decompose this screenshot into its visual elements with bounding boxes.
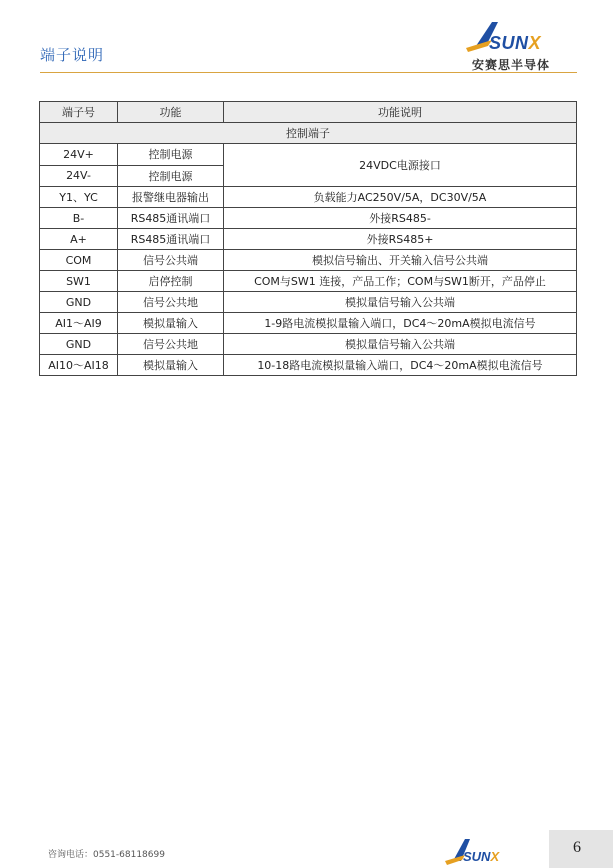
header-terminal: 端子号 (40, 102, 118, 123)
cell-description: 模拟量信号输入公共端 (224, 292, 577, 313)
table-row (40, 187, 577, 208)
logo-company-name: 安赛思半导体 (472, 58, 551, 72)
cell-terminal: SW1 (40, 271, 118, 292)
cell-terminal: AI10～AI18 (40, 355, 118, 376)
cell-function: 信号公共地 (118, 334, 224, 355)
cell-function: 信号公共端 (118, 250, 224, 271)
table-row (40, 355, 577, 376)
page-header-title: 端子说明 (40, 46, 105, 64)
cell-function: 启停控制 (118, 271, 224, 292)
logo-wordmark: SUNX (489, 33, 542, 53)
cell-description: 1-9路电流模拟量输入端口，DC4～20mA模拟电流信号 (224, 313, 577, 334)
cell-description: 外接RS485- (224, 208, 577, 229)
cell-terminal: 24V- (40, 165, 118, 187)
cell-function: 报警继电器输出 (118, 187, 224, 208)
footer-logo-wordmark: SUNX (463, 849, 500, 864)
table-row (40, 229, 577, 250)
cell-terminal: B- (40, 208, 118, 229)
page-number-box (549, 830, 613, 868)
cell-function: 信号公共地 (118, 292, 224, 313)
cell-description: 外接RS485+ (224, 229, 577, 250)
cell-function: RS485通讯端口 (118, 229, 224, 250)
cell-function: 控制电源 (118, 144, 224, 166)
cell-description: 24VDC电源接口 (224, 144, 577, 187)
page-number: 6 (573, 839, 581, 856)
cell-description: COM与SW1 连接，产品工作；COM与SW1断开，产品停止 (224, 271, 577, 292)
cell-function: RS485通讯端口 (118, 208, 224, 229)
cell-terminal: AI1～AI9 (40, 313, 118, 334)
table-row (40, 313, 577, 334)
terminal-spec-table (39, 101, 577, 376)
table-section-row (40, 123, 577, 144)
footer-contact-phone: 咨询电话：0551-68118699 (48, 850, 165, 860)
cell-description: 模拟量信号输入公共端 (224, 334, 577, 355)
cell-terminal: COM (40, 250, 118, 271)
cell-terminal: GND (40, 334, 118, 355)
table-row (40, 271, 577, 292)
table-header-row (40, 102, 577, 123)
cell-terminal: Y1、YC (40, 187, 118, 208)
table-row (40, 292, 577, 313)
section-title: 控制端子 (40, 123, 577, 144)
table-row (40, 144, 577, 166)
table-row (40, 334, 577, 355)
header-rule (40, 72, 577, 73)
cell-function: 控制电源 (118, 165, 224, 187)
header-function: 功能 (118, 102, 224, 123)
cell-terminal: GND (40, 292, 118, 313)
cell-description: 负载能力AC250V/5A，DC30V/5A (224, 187, 577, 208)
cell-terminal: 24V+ (40, 144, 118, 166)
table-row (40, 250, 577, 271)
cell-description: 模拟信号输出、开关输入信号公共端 (224, 250, 577, 271)
cell-description: 10-18路电流模拟量输入端口，DC4～20mA模拟电流信号 (224, 355, 577, 376)
cell-terminal: A+ (40, 229, 118, 250)
header-description: 功能说明 (224, 102, 577, 123)
cell-function: 模拟量输入 (118, 355, 224, 376)
table-row (40, 208, 577, 229)
cell-function: 模拟量输入 (118, 313, 224, 334)
